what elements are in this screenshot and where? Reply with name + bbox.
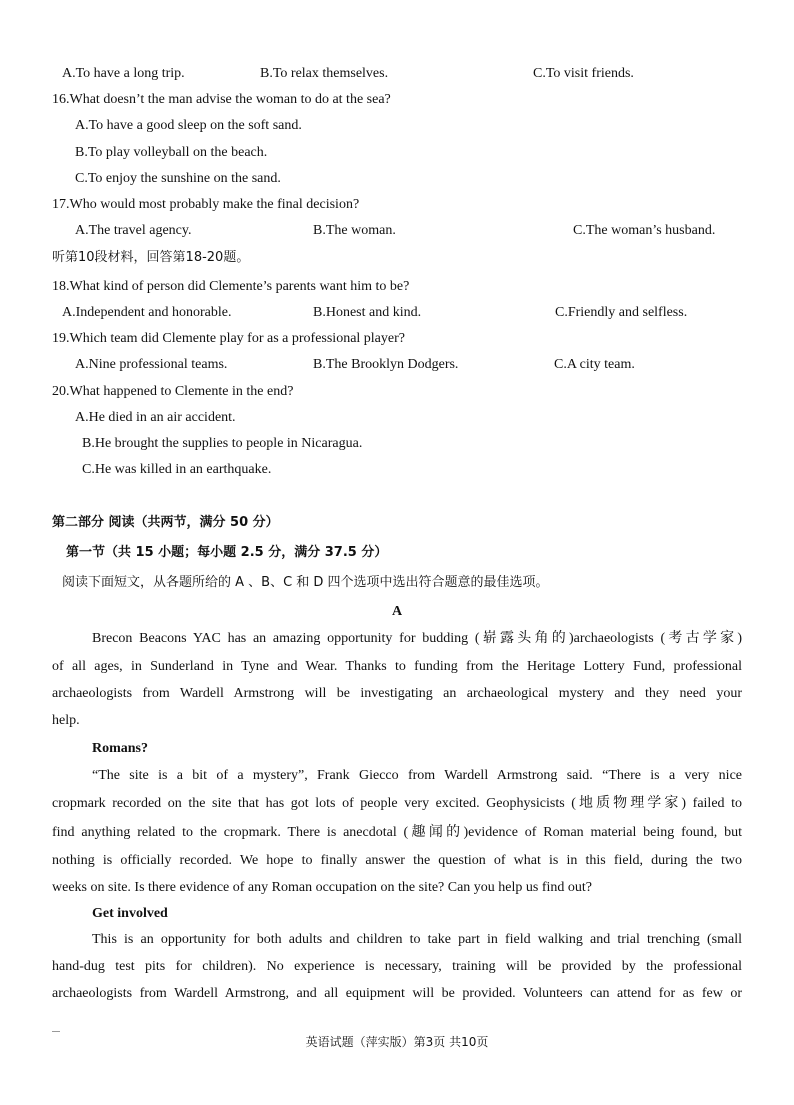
q17-option-b: B.The woman. xyxy=(313,223,396,238)
q17-option-a: A.The travel agency. xyxy=(75,223,192,238)
q18-option-b: B.Honest and kind. xyxy=(313,305,422,320)
passage-p3-line-3: archaeologists from Wardell Armstrong, and all equipment will be provided. Volunteers can attend for as few or xyxy=(52,986,742,1001)
q16-option-c: C.To enjoy the sunshine on the sand. xyxy=(75,171,281,186)
q18-option-a: A.Independent and honorable. xyxy=(62,305,232,320)
listening-instruction: 听第10段材料，回答第18-20题。 xyxy=(52,250,250,265)
q18-option-c: C.Friendly and selfless. xyxy=(555,305,688,320)
passage-p1-line-2: of all ages, in Sunderland in Tyne and Wear. Thanks to funding from the Heritage Lottery Fund, professional xyxy=(52,659,742,674)
heading-get-involved: Get involved xyxy=(92,906,168,921)
q19-option-c: C.A city team. xyxy=(554,357,635,372)
passage-p1-line-4: help. xyxy=(52,713,80,728)
passage-p2-line-5: weeks on site. Is there evidence of any Roman occupation on the site? Can you help us find out? xyxy=(52,880,593,895)
q17-option-c: C.The woman’s husband. xyxy=(573,223,716,238)
page-footer: 英语试题（萍实版）第3页 共10页 xyxy=(305,1035,489,1049)
q20-option-a: A.He died in an air accident. xyxy=(75,410,236,425)
q15-option-b: B.To relax themselves. xyxy=(260,66,389,81)
passage-p3-line-1: This is an opportunity for both adults and children to take part in field walking and trial trenching (small xyxy=(92,932,742,947)
q15-option-a: A.To have a long trip. xyxy=(62,66,185,81)
q16-option-a: A.To have a good sleep on the soft sand. xyxy=(75,118,302,133)
q20-option-c: C.He was killed in an earthquake. xyxy=(82,462,272,477)
q20-stem: 20.What happened to Clemente in the end? xyxy=(52,384,294,399)
heading-romans: Romans? xyxy=(92,741,149,756)
part2-title: 第二部分 阅读（共两节，满分 50 分） xyxy=(52,515,279,530)
passage-p2-line-1: “The site is a bit of a mystery”, Frank Giecco from Wardell Armstrong said. “There is a very nice xyxy=(92,768,742,783)
passage-p1-line-3: archaeologists from Wardell Armstrong will be investigating an archaeological mystery and they need your xyxy=(52,686,742,701)
passage-p2-line-4: nothing is officially recorded. We hope to finally answer the question of what is in this field, during the two xyxy=(52,853,742,868)
passage-p3-line-2: hand-dug test pits for children). No experience is necessary, training will be provided by the professional xyxy=(52,959,742,974)
footer-mark xyxy=(52,1031,60,1032)
section1-title: 第一节（共 15 小题；每小题 2.5 分，满分 37.5 分） xyxy=(66,545,388,560)
passage-p2-line-3: find anything related to the cropmark. There is anecdotal (趣闻的)evidence of Roman material being found, but xyxy=(52,825,742,840)
q16-stem: 16.What doesn’t the man advise the woman to do at the sea? xyxy=(52,92,391,107)
q17-stem: 17.Who would most probably make the final decision? xyxy=(52,197,360,212)
q20-option-b: B.He brought the supplies to people in Nicaragua. xyxy=(82,436,363,451)
passage-p2-line-2: cropmark recorded on the site that has got lots of people very excited. Geophysicists (地质物理学家) failed to xyxy=(52,796,742,811)
q19-option-a: A.Nine professional teams. xyxy=(75,357,228,372)
q15-option-c: C.To visit friends. xyxy=(533,66,634,81)
passage-letter: A xyxy=(392,604,403,619)
passage-p1-line-1: Brecon Beacons YAC has an amazing opportunity for budding (崭露头角的)archaeologists (考古学家) xyxy=(92,631,742,646)
reading-instruction: 阅读下面短文，从各题所给的 A 、B、C 和 D 四个选项中选出符合题意的最佳选项。 xyxy=(62,575,549,590)
q19-option-b: B.The Brooklyn Dodgers. xyxy=(313,357,459,372)
q18-stem: 18.What kind of person did Clemente’s parents want him to be? xyxy=(52,279,410,294)
q19-stem: 19.Which team did Clemente play for as a professional player? xyxy=(52,331,405,346)
q16-option-b: B.To play volleyball on the beach. xyxy=(75,145,268,160)
